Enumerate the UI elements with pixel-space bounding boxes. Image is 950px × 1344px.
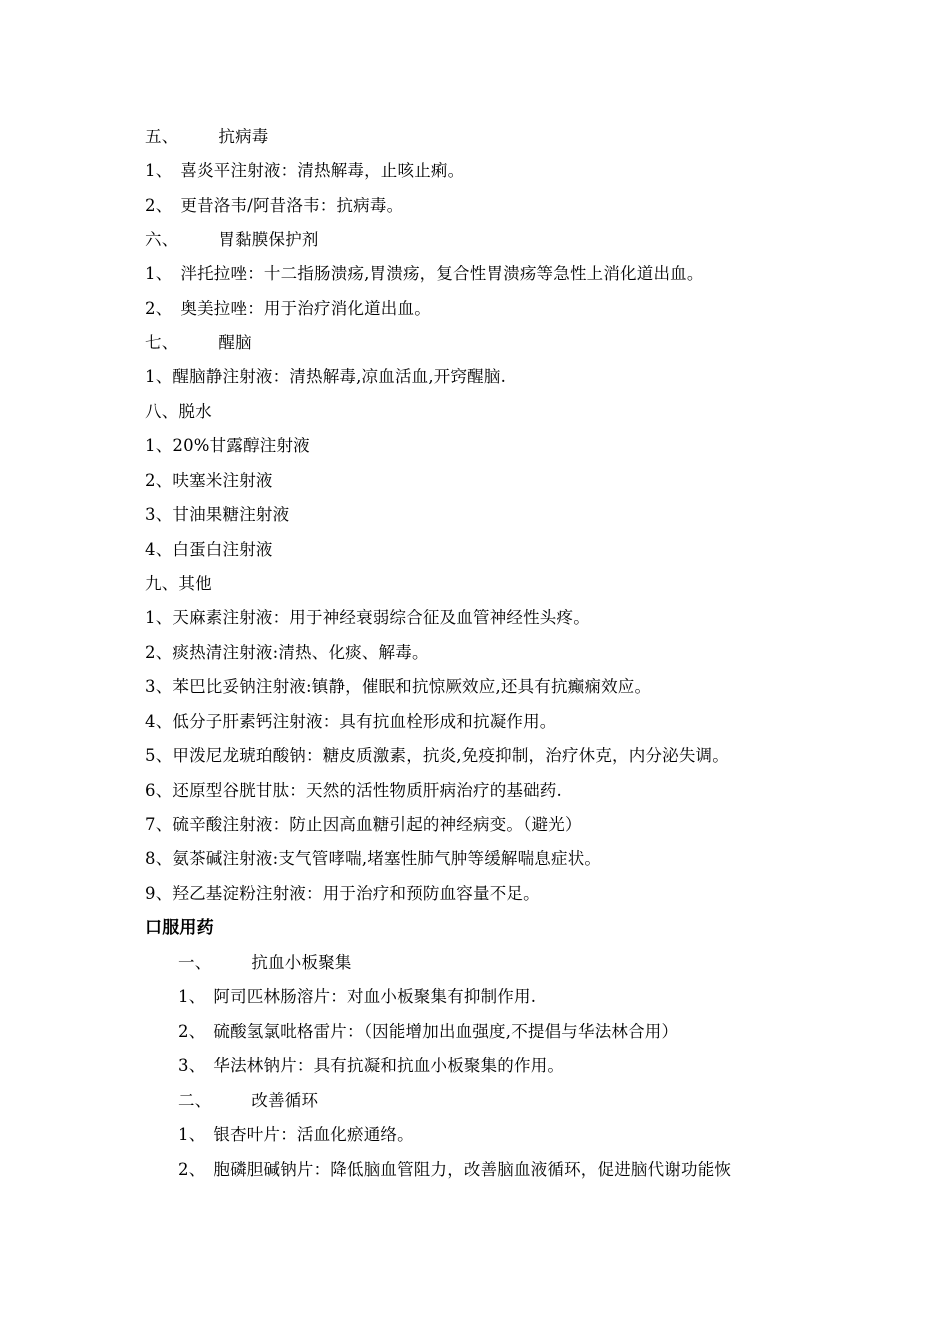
item-number: 1、 [145, 264, 173, 283]
list-item: 9、羟乙基淀粉注射液：用于治疗和预防血容量不足。 [145, 884, 540, 903]
section-number: 七、 [145, 333, 179, 352]
oral-medication-heading: 口服用药 [145, 918, 214, 938]
list-item [145, 191, 403, 221]
item-number: 3、 [178, 1056, 206, 1075]
section-title: 抗病毒 [218, 127, 269, 146]
list-item: 2、痰热清注射液:清热、化痰、解毒。 [145, 643, 429, 662]
item-text: 阿司匹林肠溶片：对血小板聚集有抑制作用. [213, 987, 537, 1006]
item-text: 奥美拉唑：用于治疗消化道出血。 [180, 299, 431, 318]
section-title: 醒脑 [218, 333, 252, 352]
list-item: 1、天麻素注射液：用于神经衰弱综合征及血管神经性头疼。 [145, 608, 590, 627]
item-text: 银杏叶片：活血化瘀通络。 [213, 1125, 414, 1144]
list-item: 2、呋塞米注射液 [145, 471, 273, 490]
section-title: 胃黏膜保护剂 [218, 230, 319, 249]
item-number: 2、 [145, 299, 173, 318]
section-title: 抗血小板聚集 [251, 953, 352, 972]
oral-section-heading-2 [178, 1086, 318, 1116]
item-number: 2、 [178, 1022, 206, 1041]
item-number: 1、 [145, 161, 173, 180]
item-number: 1、 [178, 987, 206, 1006]
list-item: 6、还原型谷胱甘肽：天然的活性物质肝病治疗的基础药. [145, 781, 562, 800]
section-number: 六、 [145, 230, 179, 249]
list-item [178, 1120, 414, 1150]
list-item: 8、氨茶碱注射液:支气管哮喘,堵塞性肺气肿等缓解喘息症状。 [145, 849, 602, 868]
item-text: 喜炎平注射液：清热解毒，止咳止痢。 [180, 161, 465, 180]
item-text: 硫酸氢氯吡格雷片：（因能增加出血强度,不提倡与华法林合用） [213, 1022, 679, 1041]
item-text: 更昔洛韦/阿昔洛韦：抗病毒。 [180, 196, 404, 215]
list-item: 3、苯巴比妥钠注射液:镇静，催眠和抗惊厥效应,还具有抗癫痫效应。 [145, 677, 652, 696]
list-item [178, 1051, 564, 1081]
list-item [178, 1017, 678, 1047]
list-item [145, 294, 431, 324]
section-number: 一、 [178, 953, 212, 972]
item-number: 2、 [145, 196, 173, 215]
section-heading-8: 八、脱水 [145, 402, 212, 421]
section-heading-9: 九、其他 [145, 574, 212, 593]
item-text: 胞磷胆碱钠片：降低脑血管阻力，改善脑血液循环，促进脑代谢功能恢 [213, 1160, 732, 1179]
list-item: 5、甲泼尼龙琥珀酸钠：糖皮质激素，抗炎,免疫抑制，治疗休克，内分泌失调。 [145, 746, 729, 765]
list-item: 3、甘油果糖注射液 [145, 505, 290, 524]
list-item [178, 1155, 731, 1185]
section-number: 二、 [178, 1091, 212, 1110]
list-item [145, 156, 464, 186]
item-text: 泮托拉唑：十二指肠溃疡,胃溃疡，复合性胃溃疡等急性上消化道出血。 [180, 264, 704, 283]
section-heading-7 [145, 328, 252, 358]
oral-section-heading-1 [178, 948, 352, 978]
item-number: 1、 [178, 1125, 206, 1144]
list-item: 4、白蛋白注射液 [145, 540, 273, 559]
section-heading-6 [145, 225, 319, 255]
list-item [145, 259, 704, 289]
list-item [178, 982, 536, 1012]
section-title: 改善循环 [251, 1091, 319, 1110]
list-item: 1、20%甘露醇注射液 [145, 436, 310, 455]
list-item: 7、硫辛酸注射液：防止因高血糖引起的神经病变。（避光） [145, 815, 582, 834]
list-item: 4、低分子肝素钙注射液：具有抗血栓形成和抗凝作用。 [145, 712, 557, 731]
section-heading-5 [145, 122, 269, 152]
item-number: 2、 [178, 1160, 206, 1179]
item-text: 华法林钠片：具有抗凝和抗血小板聚集的作用。 [213, 1056, 565, 1075]
section-number: 五、 [145, 127, 179, 146]
list-item: 1、醒脑静注射液：清热解毒,凉血活血,开窍醒脑. [145, 367, 507, 386]
